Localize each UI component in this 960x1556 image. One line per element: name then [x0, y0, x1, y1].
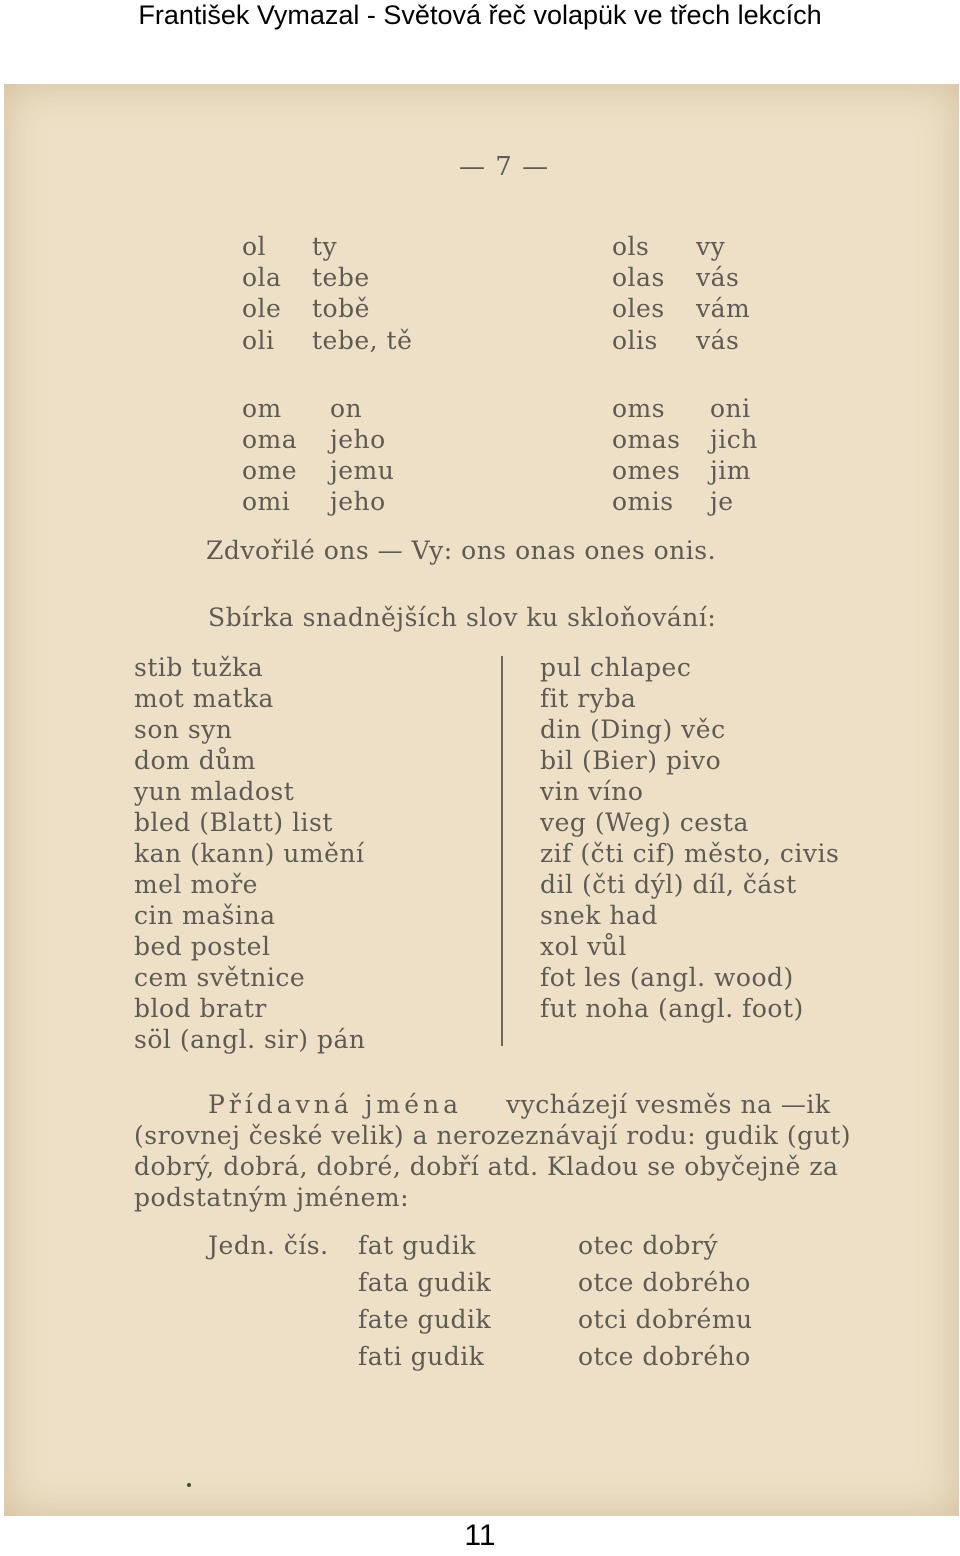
- vocab-right-item: pul chlapec: [540, 653, 692, 682]
- column-divider: [501, 656, 503, 1046]
- vocab-right-item: zif (čti cif) město, civis: [540, 839, 840, 868]
- vocab-right-item: dil (čti dýl) díl, část: [540, 870, 797, 899]
- pronoun-word: oles: [612, 294, 665, 323]
- declension-czech: otce dobrého: [578, 1342, 751, 1371]
- pronoun-word: olas: [612, 263, 665, 292]
- vocab-left-item: bled (Blatt) list: [134, 808, 333, 837]
- adjectives-lead: Přídavná jména: [208, 1090, 463, 1119]
- collection-heading: Sbírka snadnějších slov ku skloňování:: [208, 603, 717, 632]
- scanned-page: [4, 84, 959, 1516]
- vocab-left-item: blod bratr: [134, 994, 267, 1023]
- pronoun-translation: je: [710, 487, 734, 516]
- pronoun-translation: jeho: [330, 425, 386, 454]
- vocab-right-item: xol vůl: [540, 932, 627, 961]
- declension-czech: otce dobrého: [578, 1268, 751, 1297]
- vocab-right-item: fit ryba: [540, 684, 637, 713]
- declension-volapuk: fata gudik: [358, 1268, 492, 1297]
- pronoun-translation: vy: [696, 232, 726, 261]
- declension-label: Jedn. čís.: [208, 1231, 329, 1260]
- vocab-left-item: yun mladost: [134, 777, 295, 806]
- pronoun-word: oli: [242, 326, 275, 355]
- pronoun-translation: oni: [710, 394, 751, 423]
- declension-volapuk: fate gudik: [358, 1305, 492, 1334]
- pronoun-word: ome: [242, 456, 298, 485]
- declension-czech: otec dobrý: [578, 1231, 718, 1260]
- document-title: František Vymazal - Světová řeč volapük ve třech lekcích: [138, 0, 822, 30]
- vocab-left-item: cin mašina: [134, 901, 276, 930]
- pronoun-word: oma: [242, 425, 298, 454]
- scan-page-number: — 7 —: [459, 152, 550, 182]
- pronoun-word: ole: [242, 294, 282, 323]
- declension-volapuk: fati gudik: [358, 1342, 485, 1371]
- vocab-left-item: mot matka: [134, 684, 274, 713]
- vocab-right-item: veg (Weg) cesta: [540, 808, 749, 837]
- pronoun-word: oms: [612, 394, 666, 423]
- adjectives-line1: vycházejí vesměs na —ik: [506, 1090, 831, 1119]
- vocab-left-item: söl (angl. sir) pán: [134, 1025, 366, 1054]
- pronoun-word: omes: [612, 456, 681, 485]
- vocab-right-item: fot les (angl. wood): [540, 963, 794, 992]
- pronoun-translation: tobě: [312, 294, 370, 323]
- pronoun-translation: tebe, tě: [312, 326, 413, 355]
- pronoun-translation: vás: [696, 263, 740, 292]
- pronoun-word: olis: [612, 326, 658, 355]
- pronoun-word: ola: [242, 263, 282, 292]
- pronoun-word: om: [242, 394, 282, 423]
- polite-form-line: Zdvořilé ons — Vy: ons onas ones onis.: [206, 536, 717, 565]
- vocab-right-item: fut noha (angl. foot): [540, 994, 804, 1023]
- ink-speck: [187, 1483, 191, 1487]
- pronoun-translation: jich: [710, 425, 758, 454]
- pronoun-translation: vám: [696, 294, 751, 323]
- pronoun-word: omis: [612, 487, 674, 516]
- vocab-right-item: bil (Bier) pivo: [540, 746, 722, 775]
- adjectives-line3: dobrý, dobrá, dobré, dobří atd. Kladou se obyčejně za: [134, 1152, 839, 1181]
- declension-czech: otci dobrému: [578, 1305, 753, 1334]
- vocab-left-item: son syn: [134, 715, 233, 744]
- pronoun-word: ol: [242, 232, 267, 261]
- pronoun-word: omi: [242, 487, 291, 516]
- pronoun-word: omas: [612, 425, 681, 454]
- vocab-left-item: kan (kann) umění: [134, 839, 365, 868]
- pronoun-word: ols: [612, 232, 650, 261]
- vocab-right-item: din (Ding) věc: [540, 715, 726, 744]
- pronoun-translation: jeho: [330, 487, 386, 516]
- vocab-left-item: mel moře: [134, 870, 258, 899]
- adjectives-line2: (srovnej české velik) a nerozeznávají rodu: gudik (gut): [134, 1121, 852, 1150]
- vocab-left-item: stib tužka: [134, 653, 264, 682]
- vocab-left-item: dom dům: [134, 746, 257, 775]
- vocab-left-item: bed postel: [134, 932, 271, 961]
- pronoun-translation: jim: [710, 456, 751, 485]
- vocab-left-item: cem světnice: [134, 963, 306, 992]
- declension-volapuk: fat gudik: [358, 1231, 476, 1260]
- pronoun-translation: tebe: [312, 263, 370, 292]
- pronoun-translation: ty: [312, 232, 338, 261]
- pronoun-translation: jemu: [330, 456, 395, 485]
- pronoun-translation: on: [330, 394, 363, 423]
- page-number: 11: [464, 1519, 496, 1552]
- adjectives-line4: podstatným jménem:: [134, 1183, 410, 1212]
- vocab-right-item: vin víno: [540, 777, 644, 806]
- pronoun-translation: vás: [696, 326, 740, 355]
- vocab-right-item: snek had: [540, 901, 658, 930]
